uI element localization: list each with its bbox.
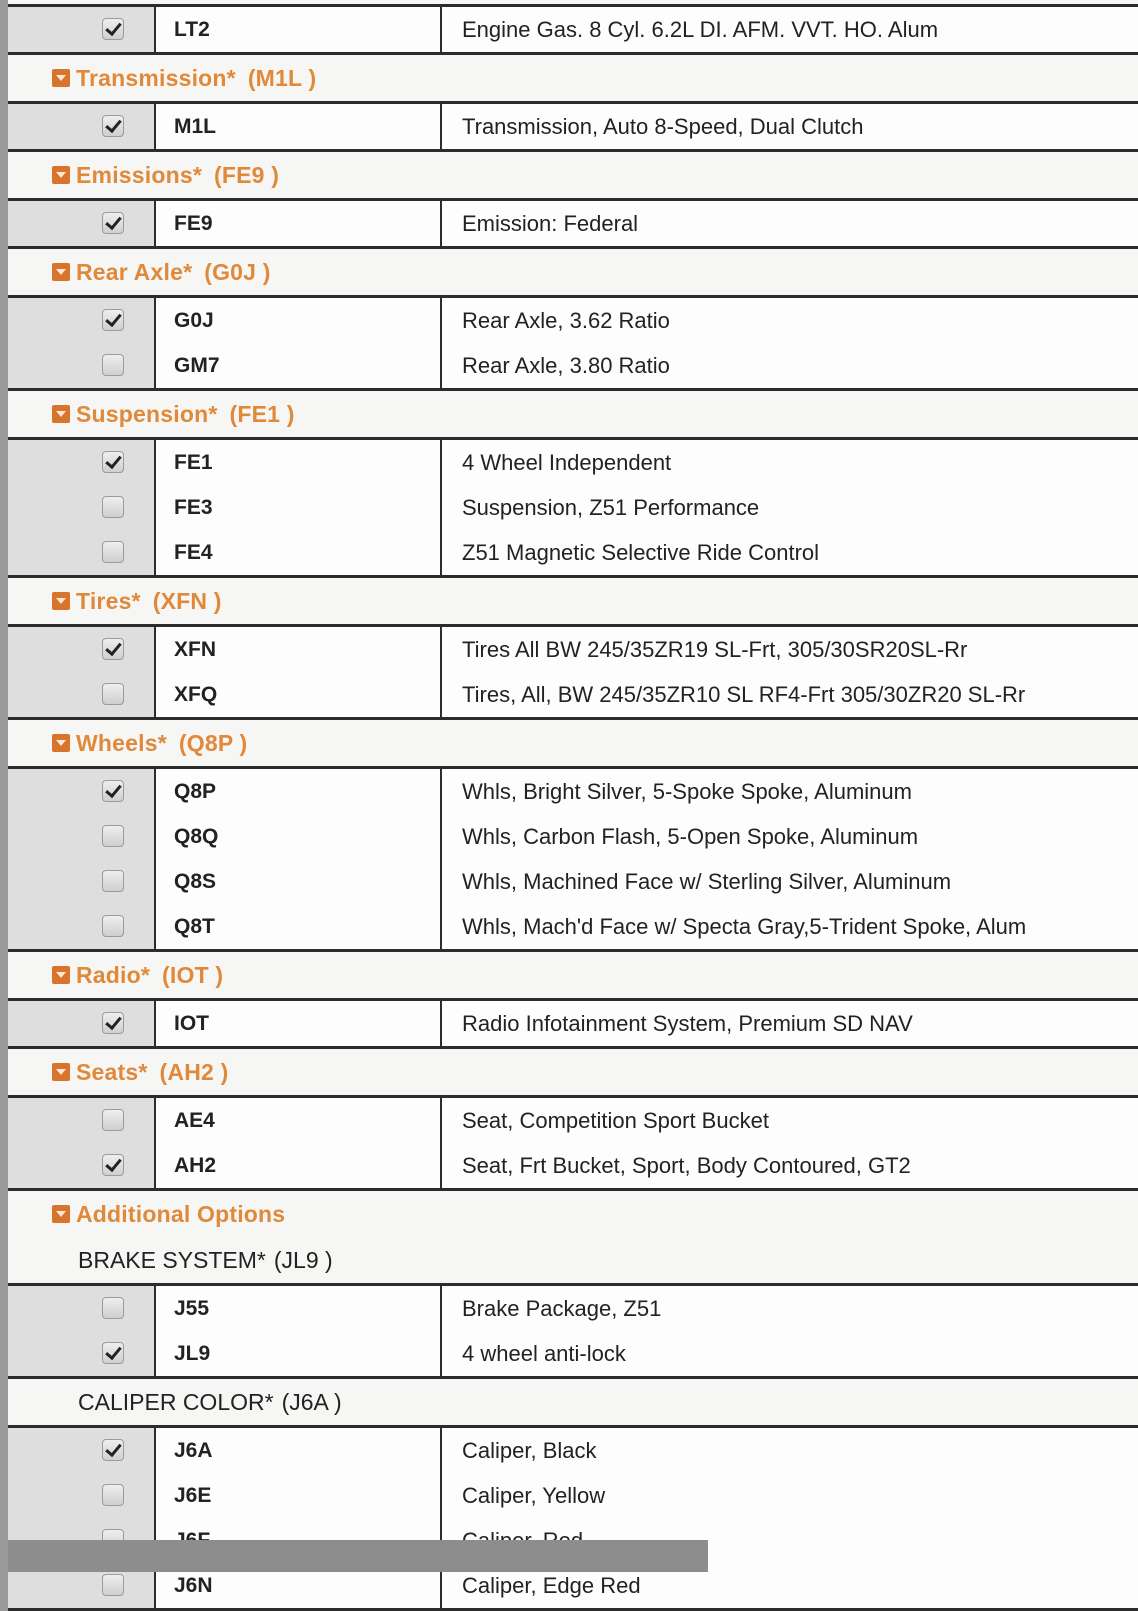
group-header (8, 1237, 1138, 1283)
option-description: Transmission, Auto 8-Speed, Dual Clutch (442, 104, 1138, 149)
option-description: Tires All BW 245/35ZR19 SL-Frt, 305/30SR20SL-Rr (442, 627, 1138, 672)
option-row[interactable] (8, 1428, 1138, 1473)
section-header[interactable] (8, 720, 1138, 766)
section-header[interactable] (8, 249, 1138, 295)
option-checkbox[interactable] (102, 638, 124, 660)
option-checkbox[interactable] (102, 1484, 124, 1506)
option-checkbox[interactable] (102, 1012, 124, 1034)
group-header (8, 1379, 1138, 1425)
additional-options-header[interactable] (8, 1191, 1138, 1237)
option-row[interactable] (8, 201, 1138, 246)
section-title: Tires* (76, 587, 141, 614)
checkbox-cell (8, 859, 154, 904)
option-table (8, 766, 1138, 952)
collapse-icon[interactable] (52, 405, 70, 423)
option-row[interactable] (8, 1001, 1138, 1046)
option-table (8, 295, 1138, 391)
option-row[interactable] (8, 1331, 1138, 1376)
section-code: (G0J ) (204, 258, 271, 285)
option-code: G0J (154, 298, 442, 343)
option-row[interactable] (8, 104, 1138, 149)
option-row[interactable] (8, 814, 1138, 859)
option-checkbox[interactable] (102, 1574, 124, 1596)
checkbox-cell (8, 1098, 154, 1143)
option-row[interactable] (8, 627, 1138, 672)
option-checkbox[interactable] (102, 825, 124, 847)
checkbox-cell (8, 627, 154, 672)
option-checkbox[interactable] (102, 309, 124, 331)
section-title: Additional Options (76, 1200, 286, 1227)
section-code: (IOT ) (162, 961, 224, 988)
option-table (8, 101, 1138, 152)
option-code: FE4 (154, 530, 442, 575)
option-checkbox[interactable] (102, 1109, 124, 1131)
section-title: Seats* (76, 1058, 148, 1085)
collapse-icon[interactable] (52, 263, 70, 281)
checkbox-cell (8, 298, 154, 343)
option-code: JL9 (154, 1331, 442, 1376)
checkbox-cell (8, 440, 154, 485)
option-table (8, 1283, 1138, 1379)
section-header[interactable] (8, 952, 1138, 998)
option-description: Whls, Mach'd Face w/ Specta Gray,5-Trident Spoke, Alum (442, 904, 1138, 949)
checkbox-cell (8, 904, 154, 949)
section-header[interactable] (8, 55, 1138, 101)
option-code: AH2 (154, 1143, 442, 1188)
option-code: M1L (154, 104, 442, 149)
option-code: Q8P (154, 769, 442, 814)
option-table (8, 998, 1138, 1049)
option-row[interactable] (8, 672, 1138, 717)
options-sheet (8, 0, 1138, 1598)
option-checkbox[interactable] (102, 541, 124, 563)
section-header[interactable] (8, 152, 1138, 198)
checkbox-cell (8, 343, 154, 388)
option-code: FE3 (154, 485, 442, 530)
checkbox-cell (8, 7, 154, 52)
section-code: (FE1 ) (229, 400, 295, 427)
option-code: LT2 (154, 7, 442, 52)
collapse-icon[interactable] (52, 734, 70, 752)
section-title: Wheels* (76, 729, 167, 756)
checkbox-cell (8, 530, 154, 575)
checkbox-cell (8, 104, 154, 149)
option-description: Whls, Bright Silver, 5-Spoke Spoke, Aluminum (442, 769, 1138, 814)
checkbox-cell (8, 672, 154, 717)
option-checkbox[interactable] (102, 915, 124, 937)
option-description: Seat, Competition Sport Bucket (442, 1098, 1138, 1143)
option-row[interactable] (8, 440, 1138, 485)
section-header[interactable] (8, 1049, 1138, 1095)
option-row[interactable] (8, 343, 1138, 388)
collapse-icon[interactable] (52, 1205, 70, 1223)
option-row[interactable] (8, 298, 1138, 343)
option-description: Brake Package, Z51 (442, 1286, 1138, 1331)
section-code: (Q8P ) (178, 729, 248, 756)
option-description: Caliper, Black (442, 1428, 1138, 1473)
option-checkbox[interactable] (102, 212, 124, 234)
option-row[interactable] (8, 530, 1138, 575)
option-description: Rear Axle, 3.62 Ratio (442, 298, 1138, 343)
option-description: Rear Axle, 3.80 Ratio (442, 343, 1138, 388)
group-code: (JL9 ) (273, 1246, 333, 1273)
option-description: Emission: Federal (442, 201, 1138, 246)
section-title: Radio* (76, 961, 151, 988)
option-checkbox[interactable] (102, 354, 124, 376)
option-code: AE4 (154, 1098, 442, 1143)
option-checkbox[interactable] (102, 1342, 124, 1364)
collapse-icon[interactable] (52, 1063, 70, 1081)
option-row[interactable] (8, 1286, 1138, 1331)
checkbox-cell (8, 1428, 154, 1473)
option-row[interactable] (8, 769, 1138, 814)
option-code: XFN (154, 627, 442, 672)
option-description: Caliper, Yellow (442, 1473, 1138, 1518)
option-row[interactable] (8, 1098, 1138, 1143)
option-row[interactable] (8, 859, 1138, 904)
checkbox-cell (8, 1286, 154, 1331)
option-code: Q8Q (154, 814, 442, 859)
option-description: Z51 Magnetic Selective Ride Control (442, 530, 1138, 575)
option-description: Suspension, Z51 Performance (442, 485, 1138, 530)
collapse-icon[interactable] (52, 966, 70, 984)
section-header[interactable] (8, 578, 1138, 624)
option-description: 4 wheel anti-lock (442, 1331, 1138, 1376)
option-code: FE9 (154, 201, 442, 246)
section-title: Rear Axle* (76, 258, 193, 285)
option-checkbox[interactable] (102, 451, 124, 473)
option-table (8, 198, 1138, 249)
section-header[interactable] (8, 391, 1138, 437)
option-checkbox[interactable] (102, 870, 124, 892)
collapse-icon[interactable] (52, 69, 70, 87)
option-description: 4 Wheel Independent (442, 440, 1138, 485)
group-title: BRAKE SYSTEM* (78, 1246, 266, 1273)
option-checkbox[interactable] (102, 1439, 124, 1461)
checkbox-cell (8, 485, 154, 530)
option-table (8, 437, 1138, 578)
option-code: Q8S (154, 859, 442, 904)
option-row[interactable] (8, 904, 1138, 949)
checkbox-cell (8, 201, 154, 246)
option-checkbox[interactable] (102, 1297, 124, 1319)
option-code: XFQ (154, 672, 442, 717)
option-code: J6N (154, 1563, 442, 1608)
checkbox-cell (8, 1001, 154, 1046)
checkbox-cell (8, 769, 154, 814)
option-checkbox[interactable] (102, 780, 124, 802)
section-title: Suspension* (76, 400, 218, 427)
checkbox-cell (8, 1143, 154, 1188)
section-code: (XFN ) (152, 587, 222, 614)
checkbox-cell (8, 1473, 154, 1518)
option-description: Whls, Carbon Flash, 5-Open Spoke, Aluminum (442, 814, 1138, 859)
section-code: (M1L ) (247, 64, 317, 91)
page-edge (8, 1540, 708, 1572)
option-row[interactable] (8, 485, 1138, 530)
option-code: J6A (154, 1428, 442, 1473)
checkbox-cell (8, 814, 154, 859)
option-row[interactable] (8, 1473, 1138, 1518)
option-checkbox[interactable] (102, 18, 124, 40)
section-title: Transmission* (76, 64, 236, 91)
option-code: GM7 (154, 343, 442, 388)
option-code: FE1 (154, 440, 442, 485)
option-checkbox[interactable] (102, 1154, 124, 1176)
option-table (8, 624, 1138, 720)
option-code: J6E (154, 1473, 442, 1518)
option-description: Engine Gas. 8 Cyl. 6.2L DI. AFM. VVT. HO. Alum (442, 7, 1138, 52)
group-code: (J6A ) (281, 1388, 342, 1415)
option-table (8, 4, 1138, 55)
option-code: IOT (154, 1001, 442, 1046)
option-row[interactable] (8, 1143, 1138, 1188)
checkbox-cell (8, 1331, 154, 1376)
section-code: (FE9 ) (214, 161, 280, 188)
option-description: Caliper, Edge Red (442, 1563, 1138, 1608)
option-checkbox[interactable] (102, 496, 124, 518)
collapse-icon[interactable] (52, 592, 70, 610)
collapse-icon[interactable] (52, 166, 70, 184)
section-code: (AH2 ) (159, 1058, 229, 1085)
option-checkbox[interactable] (102, 115, 124, 137)
option-description: Whls, Machined Face w/ Sterling Silver, Aluminum (442, 859, 1138, 904)
option-table (8, 1095, 1138, 1191)
option-table (8, 1425, 1138, 1611)
option-code: J55 (154, 1286, 442, 1331)
option-description: Seat, Frt Bucket, Sport, Body Contoured, GT2 (442, 1143, 1138, 1188)
option-description: Radio Infotainment System, Premium SD NAV (442, 1001, 1138, 1046)
section-title: Emissions* (76, 161, 202, 188)
option-checkbox[interactable] (102, 683, 124, 705)
option-row[interactable] (8, 7, 1138, 52)
option-description: Tires, All, BW 245/35ZR10 SL RF4-Frt 305/30ZR20 SL-Rr (442, 672, 1138, 717)
group-title: CALIPER COLOR* (78, 1388, 274, 1415)
option-code: Q8T (154, 904, 442, 949)
